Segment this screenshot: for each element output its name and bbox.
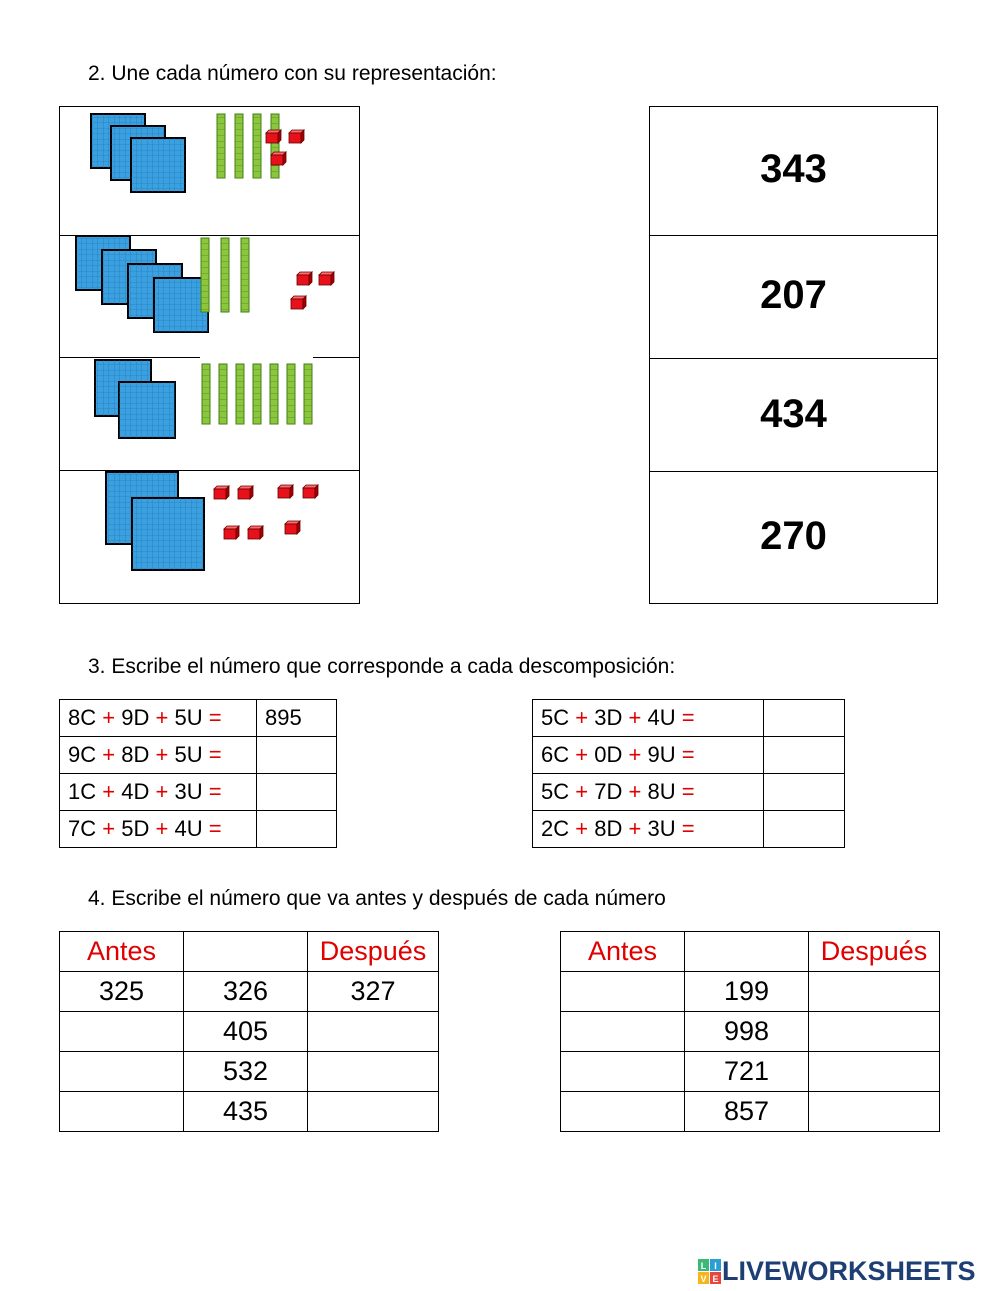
ten-rod-grid [217, 114, 225, 178]
ten-rod-grid [253, 364, 261, 424]
unit-cube [278, 488, 290, 498]
given-number: 435 [184, 1092, 308, 1132]
hundred-flat-grid [154, 278, 208, 332]
table-row [60, 1052, 439, 1092]
ten-rod-grid [271, 114, 279, 178]
header-before: Antes [561, 932, 685, 972]
unit-cube [266, 133, 278, 143]
answer-field[interactable] [764, 700, 845, 737]
table-row [533, 737, 845, 774]
exercise-2-title: 2. Une cada número con su representación: [88, 62, 497, 85]
before-field[interactable] [561, 1092, 685, 1132]
before-field[interactable] [60, 1052, 184, 1092]
number-card[interactable]: 343 [760, 147, 827, 191]
decomposition-expression: 1C + 4D + 3U = [60, 774, 257, 811]
unit-cube [248, 529, 260, 539]
header-number [685, 932, 809, 972]
before-field[interactable] [60, 1012, 184, 1052]
after-field[interactable] [809, 1092, 940, 1132]
before-after-table-left [59, 931, 439, 1132]
given-number: 857 [685, 1092, 809, 1132]
table-row [561, 1052, 940, 1092]
unit-cube [238, 489, 250, 499]
liveworksheets-logo[interactable] [698, 1256, 976, 1287]
logo-letter: V [700, 1273, 707, 1284]
logo-mark-icon [698, 1258, 722, 1286]
decomposition-expression: 2C + 8D + 3U = [533, 811, 764, 848]
after-field[interactable] [308, 1052, 439, 1092]
table-header-row [561, 932, 940, 972]
ten-rod-grid [235, 114, 243, 178]
after-field[interactable] [809, 1052, 940, 1092]
table-row [533, 811, 845, 848]
after-field[interactable] [809, 1012, 940, 1052]
answer-field[interactable] [257, 811, 337, 848]
decomposition-expression: 8C + 9D + 5U = [60, 700, 257, 737]
number-card[interactable]: 207 [760, 273, 827, 317]
unit-cube [224, 529, 236, 539]
number-card[interactable]: 270 [760, 514, 827, 558]
logo-letter: E [712, 1273, 719, 1284]
answer-field[interactable] [764, 774, 845, 811]
unit-cube [319, 275, 331, 285]
table-row [60, 737, 337, 774]
header-before: Antes [60, 932, 184, 972]
table-header-row [60, 932, 439, 972]
logo-letter: I [714, 1260, 717, 1271]
after-field[interactable] [308, 1092, 439, 1132]
table-row [561, 1092, 940, 1132]
table-row [561, 972, 940, 1012]
table-row [60, 1092, 439, 1132]
table-row [60, 700, 337, 737]
ten-rod-grid [236, 364, 244, 424]
decomposition-expression: 5C + 7D + 8U = [533, 774, 764, 811]
table-row [60, 811, 337, 848]
exercise-4-title: 4. Escribe el número que va antes y después de cada número [88, 887, 666, 910]
given-number: 199 [685, 972, 809, 1012]
row-divider [650, 471, 937, 472]
unit-cube [291, 299, 303, 309]
before-after-table-right [560, 931, 940, 1132]
after-field[interactable]: 327 [308, 972, 439, 1012]
ten-rod-grid [241, 238, 249, 312]
hundred-flat-grid [131, 138, 185, 192]
given-number: 998 [685, 1012, 809, 1052]
before-field[interactable] [561, 1052, 685, 1092]
decomposition-expression: 9C + 8D + 5U = [60, 737, 257, 774]
ten-rod-grid [219, 364, 227, 424]
ten-rod-grid [270, 364, 278, 424]
after-field[interactable] [308, 1012, 439, 1052]
number-card[interactable]: 434 [760, 392, 827, 436]
header-after: Después [809, 932, 940, 972]
decomposition-table-left [59, 699, 337, 848]
before-field[interactable] [561, 1012, 685, 1052]
table-row [561, 1012, 940, 1052]
header-number [184, 932, 308, 972]
given-number: 405 [184, 1012, 308, 1052]
unit-cube [297, 275, 309, 285]
hundred-flat-grid [132, 498, 204, 570]
given-number: 326 [184, 972, 308, 1012]
given-number: 532 [184, 1052, 308, 1092]
unit-cube [303, 488, 315, 498]
unit-cube [271, 155, 283, 165]
unit-cube [214, 489, 226, 499]
unit-cube [289, 133, 301, 143]
decomposition-table-right [532, 699, 845, 848]
ten-rod-grid [201, 238, 209, 312]
table-row [60, 972, 439, 1012]
given-number: 721 [685, 1052, 809, 1092]
after-field[interactable] [809, 972, 940, 1012]
table-row [60, 1012, 439, 1052]
ten-rod-grid [221, 238, 229, 312]
decomposition-expression: 5C + 3D + 4U = [533, 700, 764, 737]
ten-rod-grid [287, 364, 295, 424]
before-field[interactable] [60, 1092, 184, 1132]
numbers-box [649, 106, 938, 604]
answer-field[interactable] [257, 774, 337, 811]
table-row [533, 774, 845, 811]
base-ten-blocks-illustration [59, 106, 360, 604]
decomposition-expression: 6C + 0D + 9U = [533, 737, 764, 774]
row-divider [650, 235, 937, 236]
before-field[interactable] [561, 972, 685, 1012]
ten-rod-grid [202, 364, 210, 424]
ten-rod-grid [253, 114, 261, 178]
logo-text: LIVEWORKSHEETS [722, 1256, 976, 1286]
unit-cube [285, 524, 297, 534]
hundred-flat-grid [119, 382, 175, 438]
header-after: Después [308, 932, 439, 972]
row-divider [650, 358, 937, 359]
ten-rod-grid [304, 364, 312, 424]
exercise-3-title: 3. Escribe el número que corresponde a cada descomposición: [88, 655, 676, 678]
before-field[interactable]: 325 [60, 972, 184, 1012]
answer-field[interactable] [764, 811, 845, 848]
answer-field[interactable] [257, 737, 337, 774]
answer-field[interactable]: 895 [257, 700, 337, 737]
answer-field[interactable] [764, 737, 845, 774]
table-row [533, 700, 845, 737]
logo-letter: L [700, 1260, 707, 1271]
table-row [60, 774, 337, 811]
decomposition-expression: 7C + 5D + 4U = [60, 811, 257, 848]
